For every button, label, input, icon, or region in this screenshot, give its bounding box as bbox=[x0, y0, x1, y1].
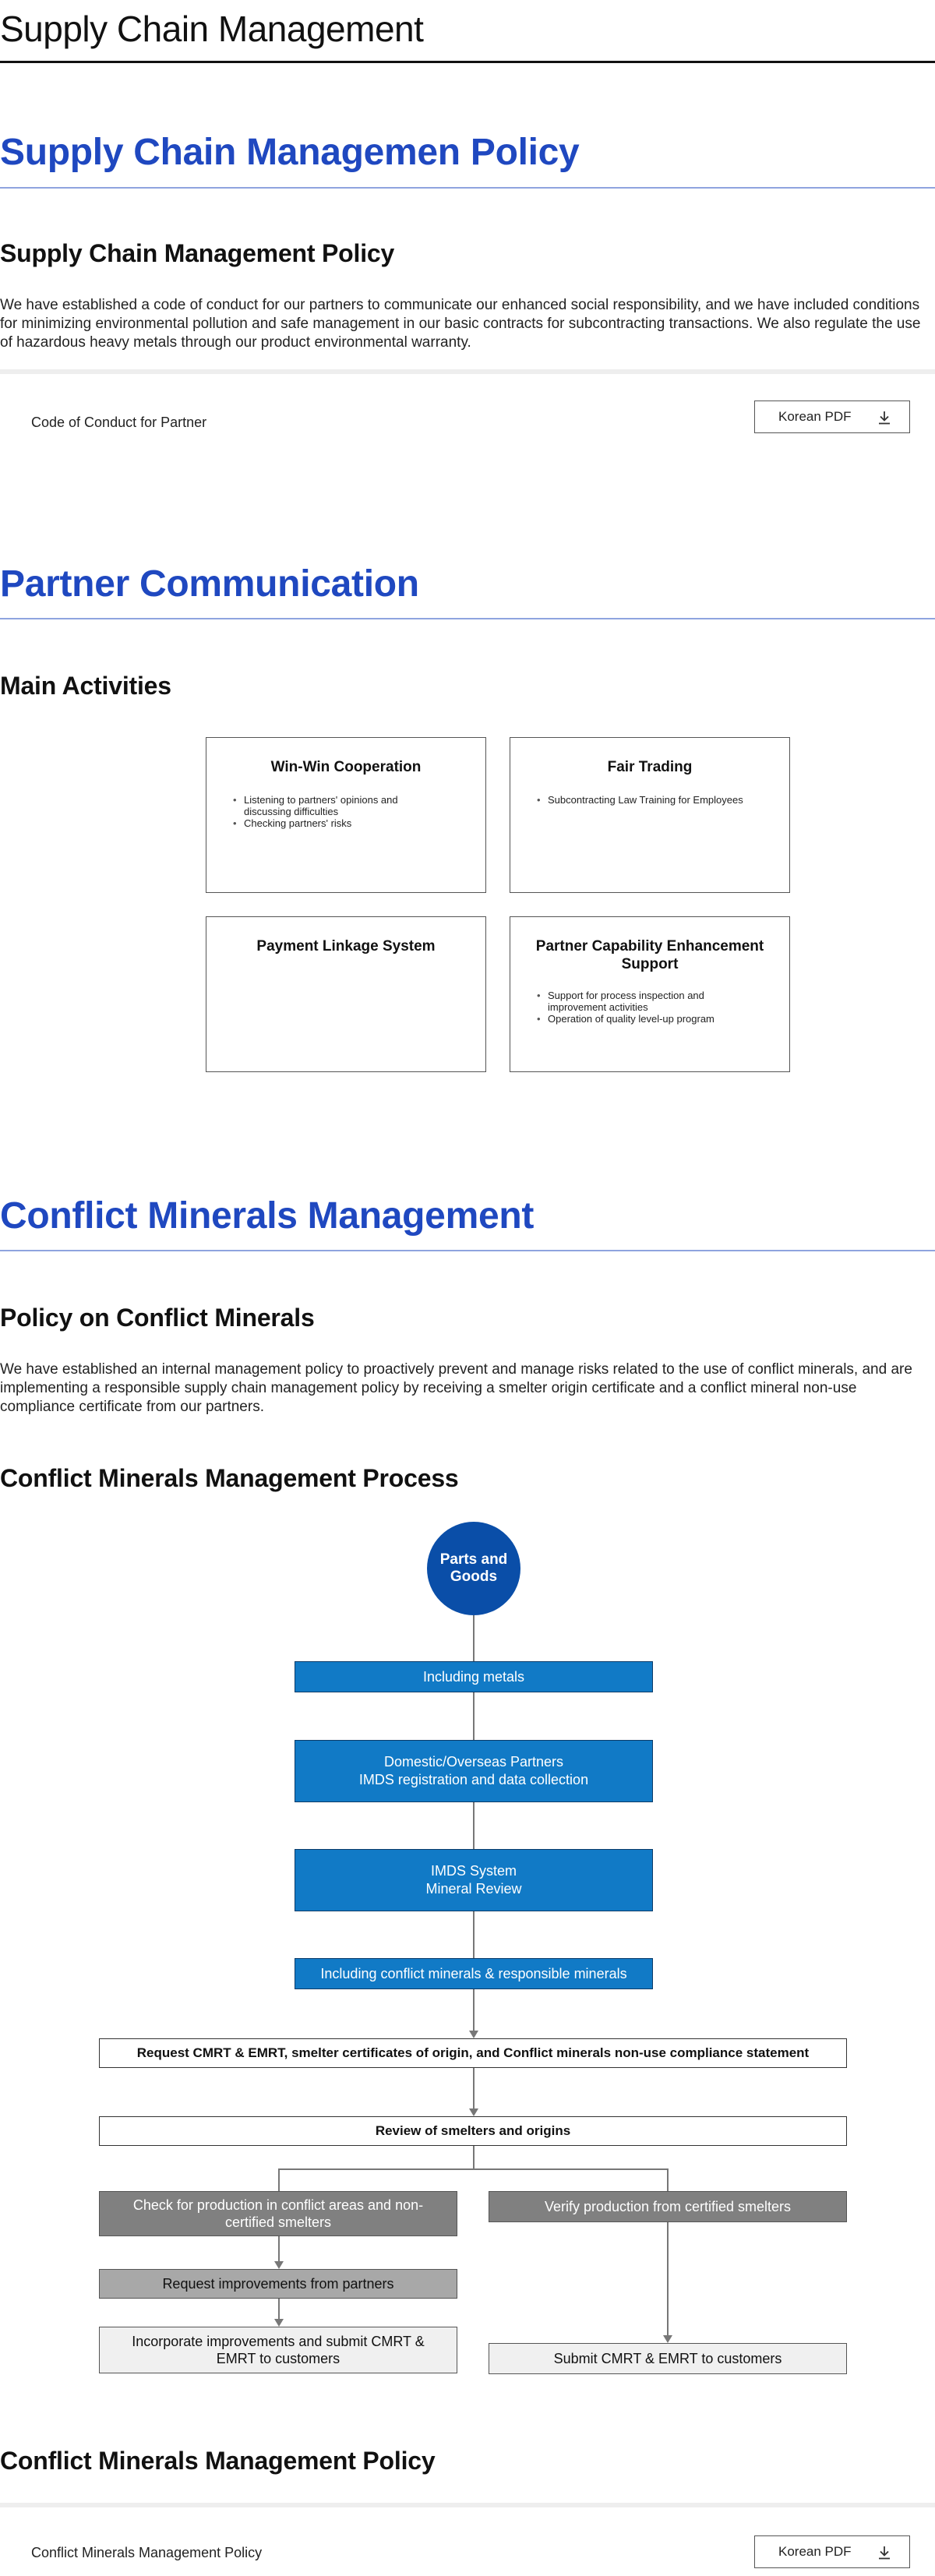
flow-step-line: IMDS registration and data collection bbox=[358, 1772, 589, 1787]
flow-step-request-cmrt: Request CMRT & EMRT, smelter certificates of origin, and Conflict minerals non-use compliance statement bbox=[99, 2038, 847, 2068]
card-partner-capability-support bbox=[510, 916, 790, 1072]
flow-arrow bbox=[469, 2108, 478, 2116]
flow-right-verify-certified: Verify production from certified smelters bbox=[489, 2191, 847, 2222]
flow-step-line: IMDS System bbox=[430, 1863, 517, 1879]
flow-connector bbox=[473, 2146, 475, 2168]
card-payment-linkage-system bbox=[206, 916, 486, 1072]
conflict-section-divider bbox=[0, 1250, 935, 1251]
scm-korean-pdf-label: Korean PDF bbox=[778, 409, 852, 424]
conflict-policy-doc-subtitle: Conflict Minerals Management Policy bbox=[0, 2447, 436, 2475]
flow-step-line: Mineral Review bbox=[425, 1881, 522, 1897]
scm-document-row bbox=[0, 401, 935, 447]
flow-connector bbox=[667, 2168, 669, 2192]
flow-connector bbox=[278, 2236, 280, 2264]
list-item: • Checking partners' risks bbox=[233, 817, 443, 829]
flow-left-incorporate-improvements: Incorporate improvements and submit CMRT & EMRT to customers bbox=[99, 2327, 457, 2373]
list-item: • Subcontracting Law Training for Employees bbox=[537, 794, 747, 806]
flow-step-conflict-minerals: Including conflict minerals & responsible minerals bbox=[295, 1958, 653, 1989]
download-icon bbox=[877, 2545, 892, 2560]
download-icon bbox=[877, 410, 892, 425]
scm-section-divider bbox=[0, 187, 935, 189]
flow-left-request-improvements: Request improvements from partners bbox=[99, 2269, 457, 2299]
conflict-korean-pdf-button[interactable] bbox=[754, 2535, 910, 2568]
card-title: Fair Trading bbox=[607, 759, 693, 775]
card-title: Payment Linkage System bbox=[256, 938, 436, 955]
flow-right-submit-cmrt: Submit CMRT & EMRT to customers bbox=[489, 2343, 847, 2374]
flow-connector bbox=[278, 2299, 280, 2321]
flow-connector bbox=[473, 1615, 475, 1662]
scm-korean-pdf-button[interactable] bbox=[754, 401, 910, 433]
page-title-divider bbox=[0, 61, 935, 63]
scm-document-label: Code of Conduct for Partner bbox=[31, 415, 207, 430]
flow-step-partners-imds bbox=[295, 1740, 653, 1802]
doc-divider bbox=[0, 2503, 935, 2507]
conflict-paragraph: We have established an internal management policy to proactively prevent and manage risks related to the use of conflict minerals, and are implementing a responsible supply chain management policy by receiving a smelter origin certificate and a conflict mineral non-use compliance certificate from our partners. bbox=[0, 1361, 912, 1415]
list-item: • Listening to partners' opinions and discussing difficulties bbox=[233, 794, 443, 817]
card-win-win-cooperation bbox=[206, 737, 486, 893]
flow-branch-connector bbox=[278, 2168, 669, 2170]
flow-connector bbox=[473, 1911, 475, 1959]
flow-step-line: Domestic/Overseas Partners bbox=[383, 1754, 564, 1770]
list-item: • Support for process inspection and improvement activities bbox=[537, 990, 747, 1013]
flow-step-including-metals: Including metals bbox=[295, 1661, 653, 1692]
scm-subtitle: Supply Chain Management Policy bbox=[0, 239, 395, 267]
flow-start-circle: Parts and Goods bbox=[427, 1522, 520, 1615]
flow-arrow bbox=[663, 2335, 672, 2343]
partner-section-title: Partner Communication bbox=[0, 563, 419, 605]
flow-connector bbox=[667, 2222, 669, 2338]
list-item: • Operation of quality level-up program bbox=[537, 1013, 747, 1025]
process-subtitle: Conflict Minerals Management Process bbox=[0, 1464, 459, 1492]
partner-section-divider bbox=[0, 618, 935, 619]
card-list bbox=[233, 794, 443, 829]
card-title: Partner Capability Enhancement Support bbox=[535, 938, 764, 972]
card-list bbox=[537, 990, 747, 1025]
page-title: Supply Chain Management bbox=[0, 9, 424, 49]
flow-arrow bbox=[274, 2319, 284, 2327]
flow-connector bbox=[473, 1692, 475, 1741]
scm-section-title: Supply Chain Managemen Policy bbox=[0, 132, 580, 173]
flow-step-imds-system bbox=[295, 1849, 653, 1911]
card-list bbox=[537, 794, 747, 806]
flow-arrow bbox=[274, 2261, 284, 2269]
conflict-document-row bbox=[0, 2535, 935, 2570]
conflict-korean-pdf-label: Korean PDF bbox=[778, 2544, 852, 2559]
flow-left-check-conflict-areas: Check for production in conflict areas and non-certified smelters bbox=[99, 2191, 457, 2236]
flow-connector bbox=[278, 2168, 280, 2192]
flow-step-review-smelters: Review of smelters and origins bbox=[99, 2116, 847, 2146]
conflict-policy-subtitle: Policy on Conflict Minerals bbox=[0, 1304, 315, 1332]
conflict-section-title: Conflict Minerals Management bbox=[0, 1195, 535, 1237]
scm-paragraph: We have established a code of conduct for our partners to communicate our enhanced social responsibility, and we have included conditions for minimizing environmental pollution and safe management in our basic contracts for subcontracting transactions. We also regulate the use of hazardous heavy metals through our product environmental warranty. bbox=[0, 297, 921, 351]
flow-connector bbox=[473, 2068, 475, 2111]
conflict-document-label: Conflict Minerals Management Policy bbox=[31, 2545, 263, 2560]
flow-arrow bbox=[469, 2031, 478, 2038]
flow-connector bbox=[473, 1802, 475, 1850]
card-fair-trading bbox=[510, 737, 790, 893]
flow-connector bbox=[473, 1989, 475, 2033]
main-activities-title: Main Activities bbox=[0, 672, 171, 700]
card-title: Win-Win Cooperation bbox=[270, 759, 422, 775]
doc-divider bbox=[0, 369, 935, 374]
